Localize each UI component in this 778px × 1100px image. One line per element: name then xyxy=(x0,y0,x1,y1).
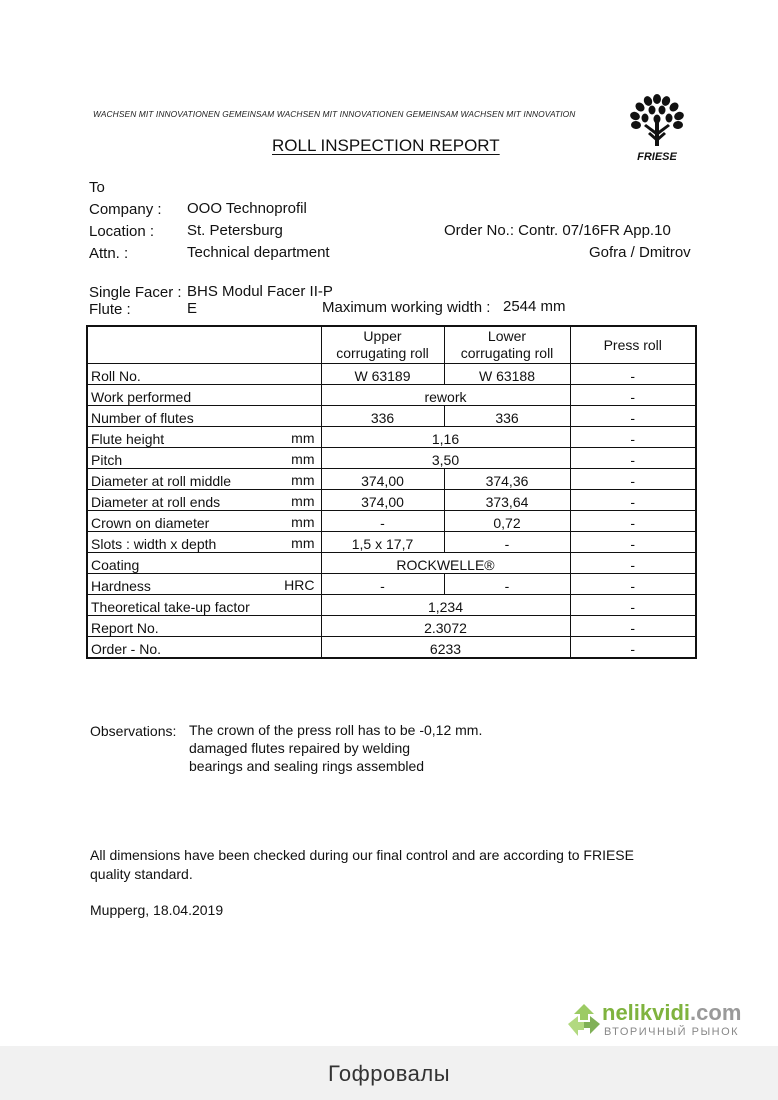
table-row xyxy=(87,364,696,385)
row-label-cell xyxy=(87,364,321,385)
row-label-cell xyxy=(87,532,321,553)
observations-label: Observations: xyxy=(90,723,177,739)
observation-line-3: bearings and sealing rings assembled xyxy=(189,758,425,774)
friese-logo xyxy=(626,92,688,164)
rolls-combined-cell: 1,16 xyxy=(321,427,570,448)
header-upper-line2: corrugating roll xyxy=(336,345,429,361)
row-label-cell xyxy=(87,448,321,469)
lower-roll-cell: 336 xyxy=(444,406,570,427)
table-row xyxy=(87,469,696,490)
table-row xyxy=(87,616,696,637)
company-value: OOO Technoprofil xyxy=(187,200,307,217)
observation-line-2: damaged flutes repaired by welding xyxy=(189,740,411,756)
row-unit: mm xyxy=(291,493,315,509)
row-label: Work performed xyxy=(91,389,192,405)
row-label: Roll No. xyxy=(91,368,141,384)
row-label-cell xyxy=(87,406,321,427)
max-width-value: 2544 mm xyxy=(503,298,566,315)
row-label: Slots : width x depth xyxy=(91,536,217,552)
facer-label: Single Facer : xyxy=(89,284,182,301)
upper-roll-cell: 336 xyxy=(321,406,444,427)
row-label-cell xyxy=(87,553,321,574)
flute-value: E xyxy=(187,300,198,317)
press-roll-cell: - xyxy=(570,511,696,532)
lower-roll-cell: - xyxy=(444,574,570,595)
rolls-combined-cell: ROCKWELLE® xyxy=(321,553,570,574)
row-label-cell xyxy=(87,469,321,490)
location-label: Location : xyxy=(89,223,155,240)
row-label: Crown on diameter xyxy=(91,515,210,531)
press-roll-cell: - xyxy=(570,637,696,659)
upper-roll-cell: - xyxy=(321,511,444,532)
lower-roll-cell: W 63188 xyxy=(444,364,570,385)
row-unit: HRC xyxy=(284,577,315,593)
watermark-brand: nelikvidi xyxy=(602,1000,691,1025)
table-row xyxy=(87,637,696,659)
table-row xyxy=(87,511,696,532)
row-label: Flute height xyxy=(91,431,165,447)
header-lower-line2: corrugating roll xyxy=(460,345,554,361)
upper-roll-cell: 374,00 xyxy=(321,469,444,490)
press-roll-cell: - xyxy=(570,532,696,553)
inspection-table xyxy=(86,325,697,659)
lower-roll-cell: 0,72 xyxy=(444,511,570,532)
company-label: Company : xyxy=(89,201,162,218)
press-roll-cell: - xyxy=(570,616,696,637)
logo-wordmark: FRIESE xyxy=(637,151,677,163)
observation-line-1: The crown of the press roll has to be -0,12 mm. xyxy=(189,722,483,738)
watermark-subtitle: ВТОРИЧНЫЙ РЫНОК xyxy=(604,1026,740,1038)
reference: Gofra / Dmitrov xyxy=(589,244,691,261)
press-roll-cell: - xyxy=(570,490,696,511)
facer-value: BHS Modul Facer II-P xyxy=(187,283,333,300)
table-row xyxy=(87,427,696,448)
row-unit: mm xyxy=(291,451,315,467)
row-label-cell xyxy=(87,427,321,448)
recycle-icon xyxy=(566,1002,602,1038)
press-roll-cell: - xyxy=(570,595,696,616)
row-label-cell xyxy=(87,511,321,532)
press-roll-cell: - xyxy=(570,448,696,469)
to-label: To xyxy=(89,179,105,196)
table-row xyxy=(87,532,696,553)
table-row xyxy=(87,406,696,427)
closing-line-2: quality standard. xyxy=(90,866,193,882)
row-label: Hardness xyxy=(91,578,151,594)
row-label: Report No. xyxy=(91,620,159,636)
location-value: St. Petersburg xyxy=(187,222,283,239)
upper-roll-cell: 374,00 xyxy=(321,490,444,511)
header-press-roll: Press roll xyxy=(570,326,696,364)
header-lower-roll xyxy=(444,326,570,364)
row-label: Pitch xyxy=(91,452,123,468)
row-label-cell xyxy=(87,637,321,659)
press-roll-cell: - xyxy=(570,385,696,406)
row-unit: mm xyxy=(291,514,315,530)
max-width-label: Maximum working width : xyxy=(322,299,491,316)
table-row xyxy=(87,574,696,595)
press-roll-cell: - xyxy=(570,427,696,448)
lower-roll-cell: - xyxy=(444,532,570,553)
table-row xyxy=(87,490,696,511)
lower-roll-cell: 373,64 xyxy=(444,490,570,511)
slogan: WACHSEN MIT INNOVATIONEN GEMEINSAM WACHSEN MIT INNOVATIONEN GEMEINSAM WACHSEN MIT INNOVATION xyxy=(93,109,576,119)
row-unit: mm xyxy=(291,535,315,551)
row-label: Diameter at roll ends xyxy=(91,494,221,510)
image-caption: Гофровалы xyxy=(327,1061,451,1086)
press-roll-cell: - xyxy=(570,406,696,427)
upper-roll-cell: - xyxy=(321,574,444,595)
place-date: Mupperg, 18.04.2019 xyxy=(90,902,224,918)
table-header-row xyxy=(87,326,696,364)
row-label-cell xyxy=(87,595,321,616)
upper-roll-cell: W 63189 xyxy=(321,364,444,385)
watermark: nelikvidi.com ВТОРИЧНЫЙ РЫНОК xyxy=(566,1000,761,1044)
row-label-cell xyxy=(87,574,321,595)
watermark-suffix: com xyxy=(696,1000,742,1025)
rolls-combined-cell: rework xyxy=(321,385,570,406)
row-label: Order - No. xyxy=(91,641,162,657)
attn-value: Technical department xyxy=(187,244,330,261)
rolls-combined-cell: 6233 xyxy=(321,637,570,659)
row-label: Coating xyxy=(91,557,140,573)
flute-label: Flute : xyxy=(89,301,131,318)
row-label: Diameter at roll middle xyxy=(91,473,232,489)
report-title: ROLL INSPECTION REPORT xyxy=(272,136,500,155)
attn-label: Attn. : xyxy=(89,245,129,262)
table-row xyxy=(87,448,696,469)
rolls-combined-cell: 1,234 xyxy=(321,595,570,616)
table-row xyxy=(87,595,696,616)
row-label-cell xyxy=(87,616,321,637)
row-label: Theoretical take-up factor xyxy=(91,599,250,615)
row-label-cell xyxy=(87,490,321,511)
row-label-cell xyxy=(87,385,321,406)
row-unit: mm xyxy=(291,430,315,446)
press-roll-cell: - xyxy=(570,574,696,595)
row-unit: mm xyxy=(291,472,315,488)
upper-roll-cell: 1,5 x 17,7 xyxy=(321,532,444,553)
press-roll-cell: - xyxy=(570,553,696,574)
header-upper-roll xyxy=(321,326,444,364)
table-row xyxy=(87,553,696,574)
press-roll-cell: - xyxy=(570,469,696,490)
press-roll-cell: - xyxy=(570,364,696,385)
rolls-combined-cell: 2.3072 xyxy=(321,616,570,637)
header-blank xyxy=(87,326,321,364)
table-row xyxy=(87,385,696,406)
header-lower-line1: Lower xyxy=(487,328,527,344)
row-label: Number of flutes xyxy=(91,410,194,426)
order-number: Order No.: Contr. 07/16FR App.10 xyxy=(444,222,671,239)
lower-roll-cell: 374,36 xyxy=(444,469,570,490)
rolls-combined-cell: 3,50 xyxy=(321,448,570,469)
header-upper-line1: Upper xyxy=(363,328,402,344)
closing-line-1: All dimensions have been checked during our final control and are according to FRIESE xyxy=(90,847,634,863)
